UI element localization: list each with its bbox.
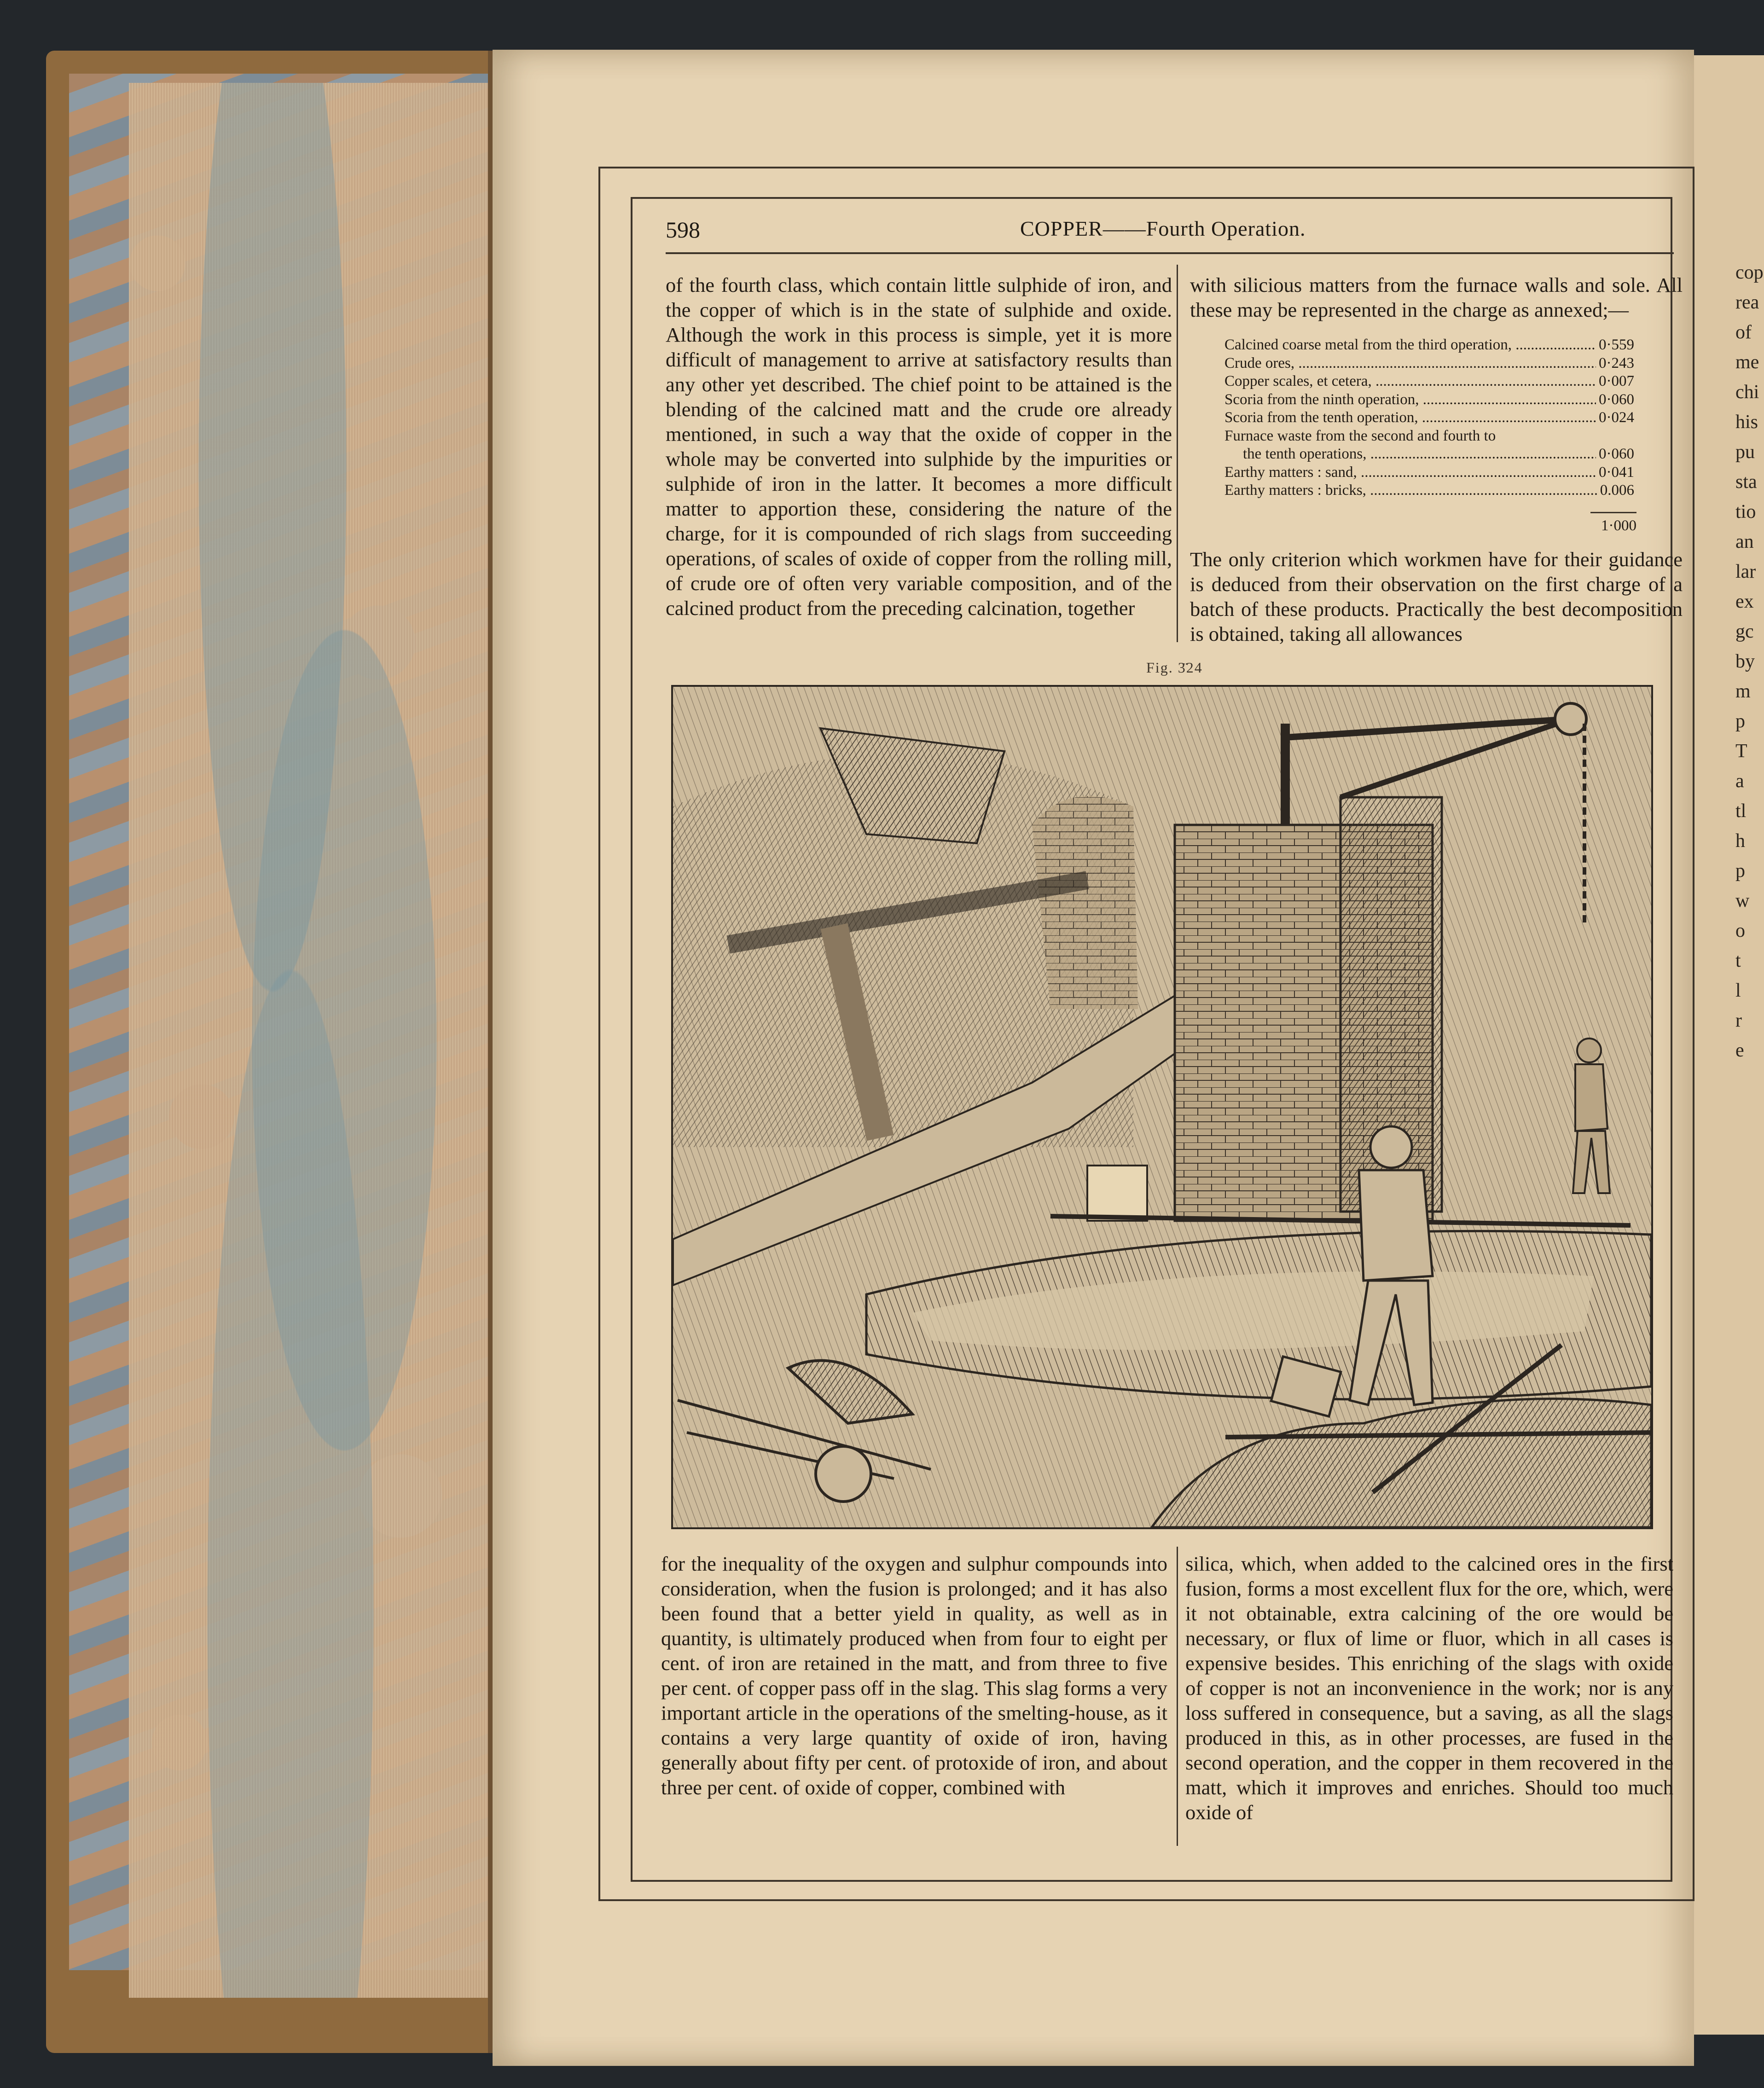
table-row — [1224, 354, 1634, 373]
furnace-engraving — [671, 685, 1653, 1529]
adjacent-text-fragment: chi — [1735, 382, 1759, 403]
adjacent-text-fragment: by — [1735, 651, 1755, 672]
row-label: the tenth operations, ..... — [1224, 445, 1596, 464]
adjacent-text-fragment: lar — [1735, 561, 1756, 582]
adjacent-text-fragment: l — [1735, 980, 1741, 1001]
left-column-top — [666, 273, 1172, 621]
adjacent-text-fragment: ex — [1735, 591, 1754, 612]
row-label: Earthy matters : bricks, ..... — [1224, 481, 1597, 500]
adjacent-text-fragment: T — [1735, 741, 1747, 762]
adjacent-text-fragment: of — [1735, 322, 1752, 343]
left-column-bottom — [661, 1551, 1167, 1800]
row-value: 0·060 — [1599, 446, 1634, 462]
table-row — [1224, 464, 1634, 482]
page-header — [666, 216, 1674, 253]
header-rule — [666, 252, 1674, 254]
right-column-bottom — [1185, 1551, 1673, 1825]
adjacent-text-fragment: me — [1735, 352, 1759, 373]
figure-label: Fig. 3̈24 — [1146, 659, 1203, 676]
column-rule — [1177, 1547, 1178, 1846]
paragraph: of the fourth class, which contain little sulphide of iron, and the copper of which is in the state of sulphide and oxide. Although the work in this process is simple, yet it is more difficult of management to arrive at satisfactory results than any other yet described. The chief point to be attained is the blending of the calcined matt and the crude ore already mentioned, in such a way that the oxide of copper in the whole may be converted into sulphide by the impurities or sulphide of iron in the latter. It becomes a more difficult matter to apportion these, considering the nature of the charge, for it is compounded of rich slags from succeeding operations, of scales of oxide of copper from the rolling mill, of crude ore of often very variable composition, and of the calcined product from the preceding calcination, together — [666, 273, 1172, 620]
paragraph-intro: with silicious matters from the furnace walls and sole. All these may be represented in the charge as annexed;— — [1190, 273, 1683, 321]
page-number: 598 — [666, 217, 700, 243]
row-value: 0.006 — [1600, 482, 1634, 499]
row-label: Crude ores, ..... — [1224, 354, 1596, 373]
row-label: Calcined coarse metal from the third operation, ..... — [1224, 336, 1596, 354]
adjacent-text-fragment: gc — [1735, 621, 1754, 642]
table-row — [1224, 391, 1634, 409]
row-value: 0·060 — [1599, 391, 1634, 408]
paragraph: silica, which, when added to the calcined ores in the first fusion, forms a most excellent flux for the ore, which, were it not obtainable, extra calcining of the ore would be necessary, or flux of lime or fluor, which in all cases is expensive besides. This enriching of the slags with oxide of copper is not an inconvenience in the work; nor is any loss suffered in consequence, but a saving, as all the slags produced in this, as in other processes, are fused in the second operation, and the copper in them recovered in the matt, which it improves and enriches. Should too much oxide of — [1185, 1552, 1673, 1824]
paragraph: The only criterion which workmen have for their guidance is deduced from their observation on the first charge of a batch of these products. Practically the best decomposition is obtained, taking all allowances — [1190, 548, 1683, 645]
paragraph: for the inequality of the oxygen and sulphur compounds into consideration, when the fusion is prolonged; and it has also been found that a better yield in quality, as well as in quantity, is ultimately produced when from four to eight per cent. of iron are retained in the matt, and from three to five per cent. of copper pass off in the slag. This slag forms a very important article in the operations of the smelting-house, as it contains a very large quantity of oxide of iron, having generally about fifty per cent. of protoxide of iron, and about three per cent. of oxide of copper, combined with — [661, 1552, 1167, 1799]
adjacent-text-fragment: t — [1735, 950, 1741, 971]
table-row — [1224, 445, 1634, 464]
column-rule — [1177, 265, 1178, 642]
adjacent-text-fragment: an — [1735, 531, 1754, 552]
adjacent-text-fragment: pu — [1735, 441, 1755, 463]
adjacent-text-fragment: w — [1735, 890, 1750, 911]
right-column-after-table — [1190, 547, 1683, 646]
adjacent-text-fragment: h — [1735, 830, 1745, 852]
table-row — [1224, 427, 1634, 446]
adjacent-text-fragment: r — [1735, 1010, 1742, 1031]
row-label: Scoria from the ninth operation, ..... — [1224, 391, 1596, 409]
adjacent-text-fragment: e — [1735, 1040, 1744, 1061]
adjacent-text-fragment: cop — [1735, 262, 1764, 283]
running-head: COPPER——Fourth Operation. — [1020, 217, 1306, 240]
adjacent-text-fragment: rea — [1735, 292, 1759, 313]
table-row — [1224, 372, 1634, 391]
adjacent-page-text — [1735, 258, 1763, 1066]
row-value: 0·007 — [1599, 373, 1634, 389]
adjacent-text-fragment: o — [1735, 920, 1745, 941]
adjacent-text-fragment: m — [1735, 681, 1751, 702]
total-rule — [1590, 512, 1636, 513]
row-label: Earthy matters : sand, ..... — [1224, 464, 1596, 482]
row-label: Furnace waste from the second and fourth to — [1224, 427, 1496, 444]
row-label: Scoria from the tenth operation, ..... — [1224, 409, 1596, 427]
charge-table — [1224, 336, 1634, 500]
adjacent-text-fragment: his — [1735, 412, 1758, 433]
adjacent-text-fragment: sta — [1735, 471, 1757, 493]
adjacent-text-fragment: p — [1735, 711, 1745, 732]
adjacent-text-fragment: a — [1735, 771, 1744, 792]
table-total: 1·000 — [1601, 517, 1636, 534]
row-value: 0·024 — [1599, 409, 1634, 426]
adjacent-text-fragment: tio — [1735, 501, 1756, 522]
adjacent-text-fragment: p — [1735, 860, 1745, 882]
row-value: 0·243 — [1599, 354, 1634, 371]
table-row — [1224, 409, 1634, 427]
adjacent-text-fragment: tl — [1735, 800, 1747, 822]
row-value: 0·041 — [1599, 464, 1634, 481]
table-row — [1224, 481, 1634, 500]
row-label: Copper scales, et cetera, ..... — [1224, 372, 1596, 391]
row-value: 0·559 — [1599, 336, 1634, 353]
page-edge-stains — [129, 83, 488, 1998]
right-column-top — [1190, 273, 1683, 322]
table-row — [1224, 336, 1634, 354]
